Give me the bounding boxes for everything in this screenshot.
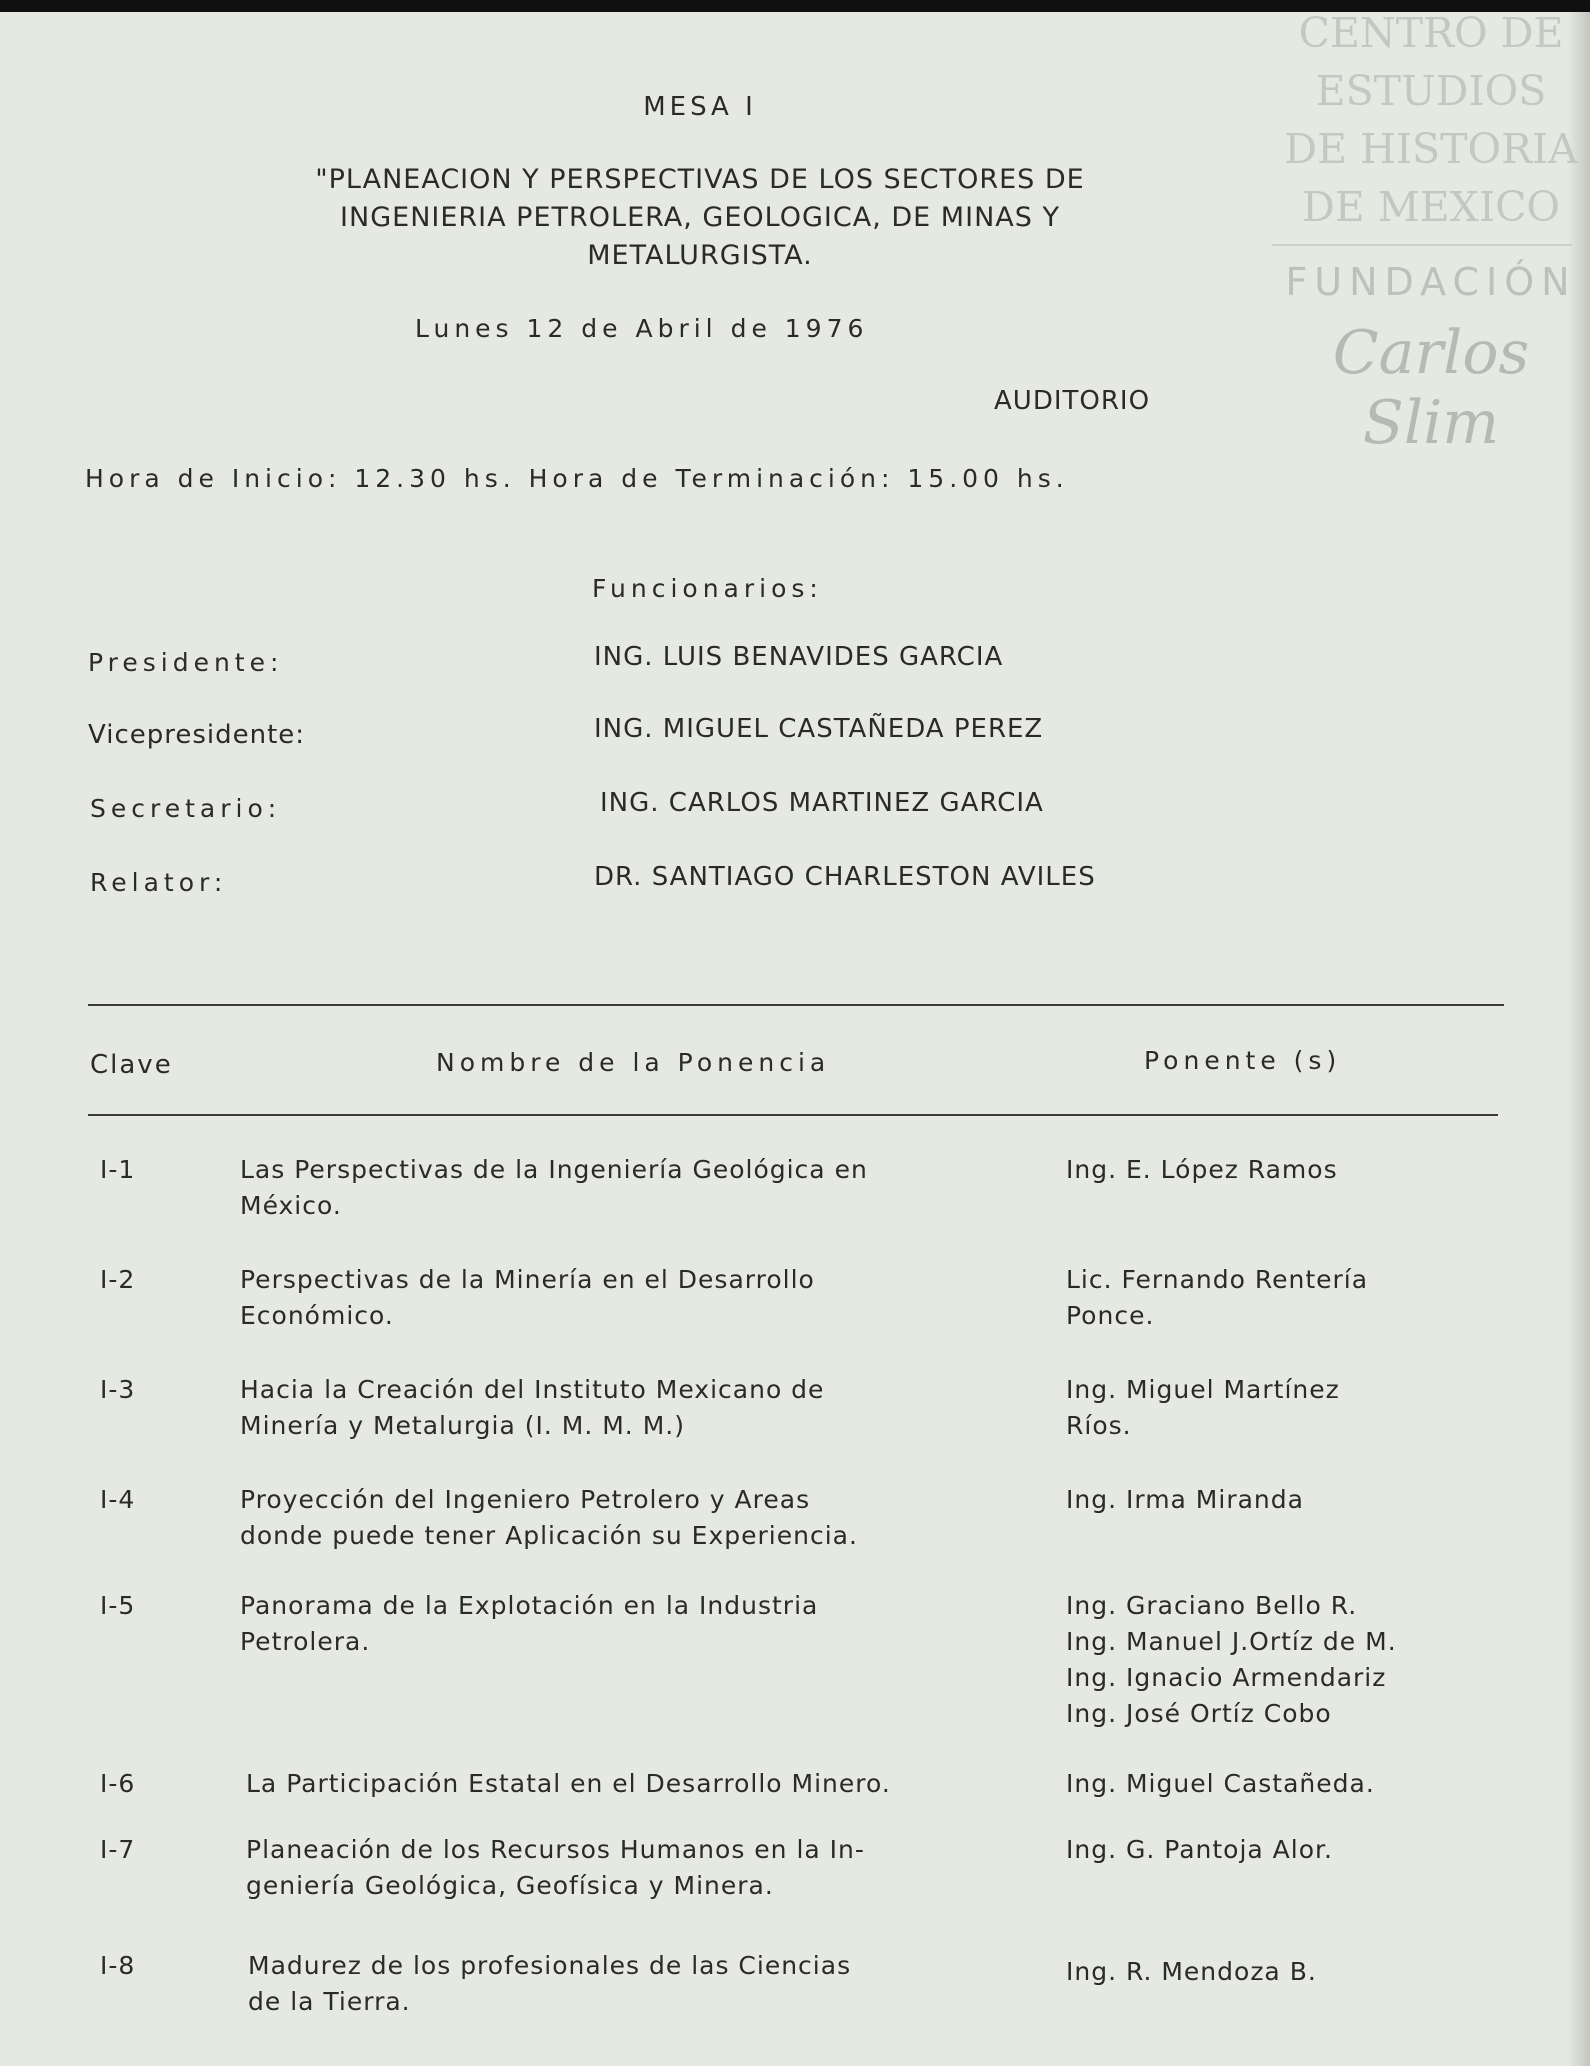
row-ponente: Ing. G. Pantoja Alor. — [1066, 1835, 1333, 1864]
watermark-line1: CENTRO DE — [1298, 9, 1564, 57]
row-ponente: Ing. Miguel Castañeda. — [1066, 1769, 1375, 1798]
watermark-divider — [1272, 244, 1572, 246]
row-nombre: Proyección del Ingeniero Petrolero y Areas donde puede tener Aplicación su Experiencia. — [240, 1485, 858, 1550]
watermark-signature: Carlos Slim — [1332, 318, 1530, 458]
table-top-rule — [88, 1004, 1504, 1006]
row-clave: I-7 — [100, 1835, 136, 1864]
role-relator: Relator: — [90, 868, 228, 897]
row-nombre: Hacia la Creación del Instituto Mexicano de Minería y Metalurgia (I. M. M. M.) — [240, 1375, 825, 1440]
title-line2: INGENIERIA PETROLERA, GEOLOGICA, DE MINAS Y — [340, 202, 1060, 233]
row-nombre: Las Perspectivas de la Ingeniería Geológica en México. — [240, 1155, 868, 1220]
row-clave: I-8 — [100, 1951, 136, 1980]
watermark-fundacion: FUNDACIÓN — [1285, 260, 1577, 304]
row-nombre: La Participación Estatal en el Desarrollo Minero. — [246, 1769, 891, 1798]
role-secretario: Secretario: — [90, 794, 282, 823]
header-clave: Clave — [90, 1050, 173, 1080]
row-ponente: Ing. Graciano Bello R. Ing. Manuel J.Ortíz de M. Ing. Ignacio Armendariz Ing. José Ortíz Cobo — [1066, 1591, 1397, 1728]
name-vicepresidente: ING. MIGUEL CASTAÑEDA PEREZ — [594, 714, 1044, 744]
officials-heading: Funcionarios: — [592, 574, 823, 603]
row-nombre: Madurez de los profesionales de las Ciencias de la Tierra. — [248, 1951, 852, 2016]
row-ponente: Lic. Fernando Rentería Ponce. — [1066, 1265, 1369, 1330]
name-relator: DR. SANTIAGO CHARLESTON AVILES — [594, 862, 1096, 892]
session-hours: Hora de Inicio: 12.30 hs. Hora de Terminación: 15.00 hs. — [85, 464, 1069, 493]
watermark-line3: DE HISTORIA — [1284, 125, 1578, 173]
row-clave: I-1 — [100, 1155, 136, 1184]
venue: AUDITORIO — [994, 386, 1151, 416]
mesa-label: MESA I — [643, 92, 757, 122]
watermark-line2: ESTUDIOS — [1315, 67, 1547, 115]
title-line3: METALURGISTA. — [587, 240, 813, 271]
role-presidente: Presidente: — [88, 648, 284, 677]
row-clave: I-4 — [100, 1485, 136, 1514]
row-nombre: Panorama de la Explotación en la Industria Petrolera. — [240, 1591, 819, 1656]
header-nombre: Nombre de la Ponencia — [436, 1048, 831, 1077]
row-clave: I-3 — [100, 1375, 136, 1404]
row-ponente: Ing. Irma Miranda — [1066, 1485, 1304, 1514]
row-ponente: Ing. E. López Ramos — [1066, 1155, 1338, 1184]
row-ponente: Ing. Miguel Martínez Ríos. — [1066, 1375, 1340, 1440]
row-clave: I-2 — [100, 1265, 136, 1294]
name-secretario: ING. CARLOS MARTINEZ GARCIA — [600, 788, 1044, 818]
watermark-line4: DE MEXICO — [1301, 183, 1561, 231]
row-nombre: Planeación de los Recursos Humanos en la In- geniería Geológica, Geofísica y Minera. — [246, 1835, 865, 1900]
title-line1: "PLANEACION Y PERSPECTIVAS DE LOS SECTORES DE — [315, 164, 1085, 195]
meeting-date: Lunes 12 de Abril de 1976 — [415, 314, 869, 343]
header-ponente: Ponente (s) — [1144, 1046, 1342, 1075]
table-header-rule — [88, 1114, 1498, 1116]
role-vicepresidente: Vicepresidente: — [88, 720, 306, 750]
row-clave: I-6 — [100, 1769, 136, 1798]
name-presidente: ING. LUIS BENAVIDES GARCIA — [594, 642, 1004, 672]
row-ponente: Ing. R. Mendoza B. — [1066, 1957, 1317, 1986]
row-clave: I-5 — [100, 1591, 136, 1620]
row-nombre: Perspectivas de la Minería en el Desarrollo Económico. — [240, 1265, 815, 1330]
